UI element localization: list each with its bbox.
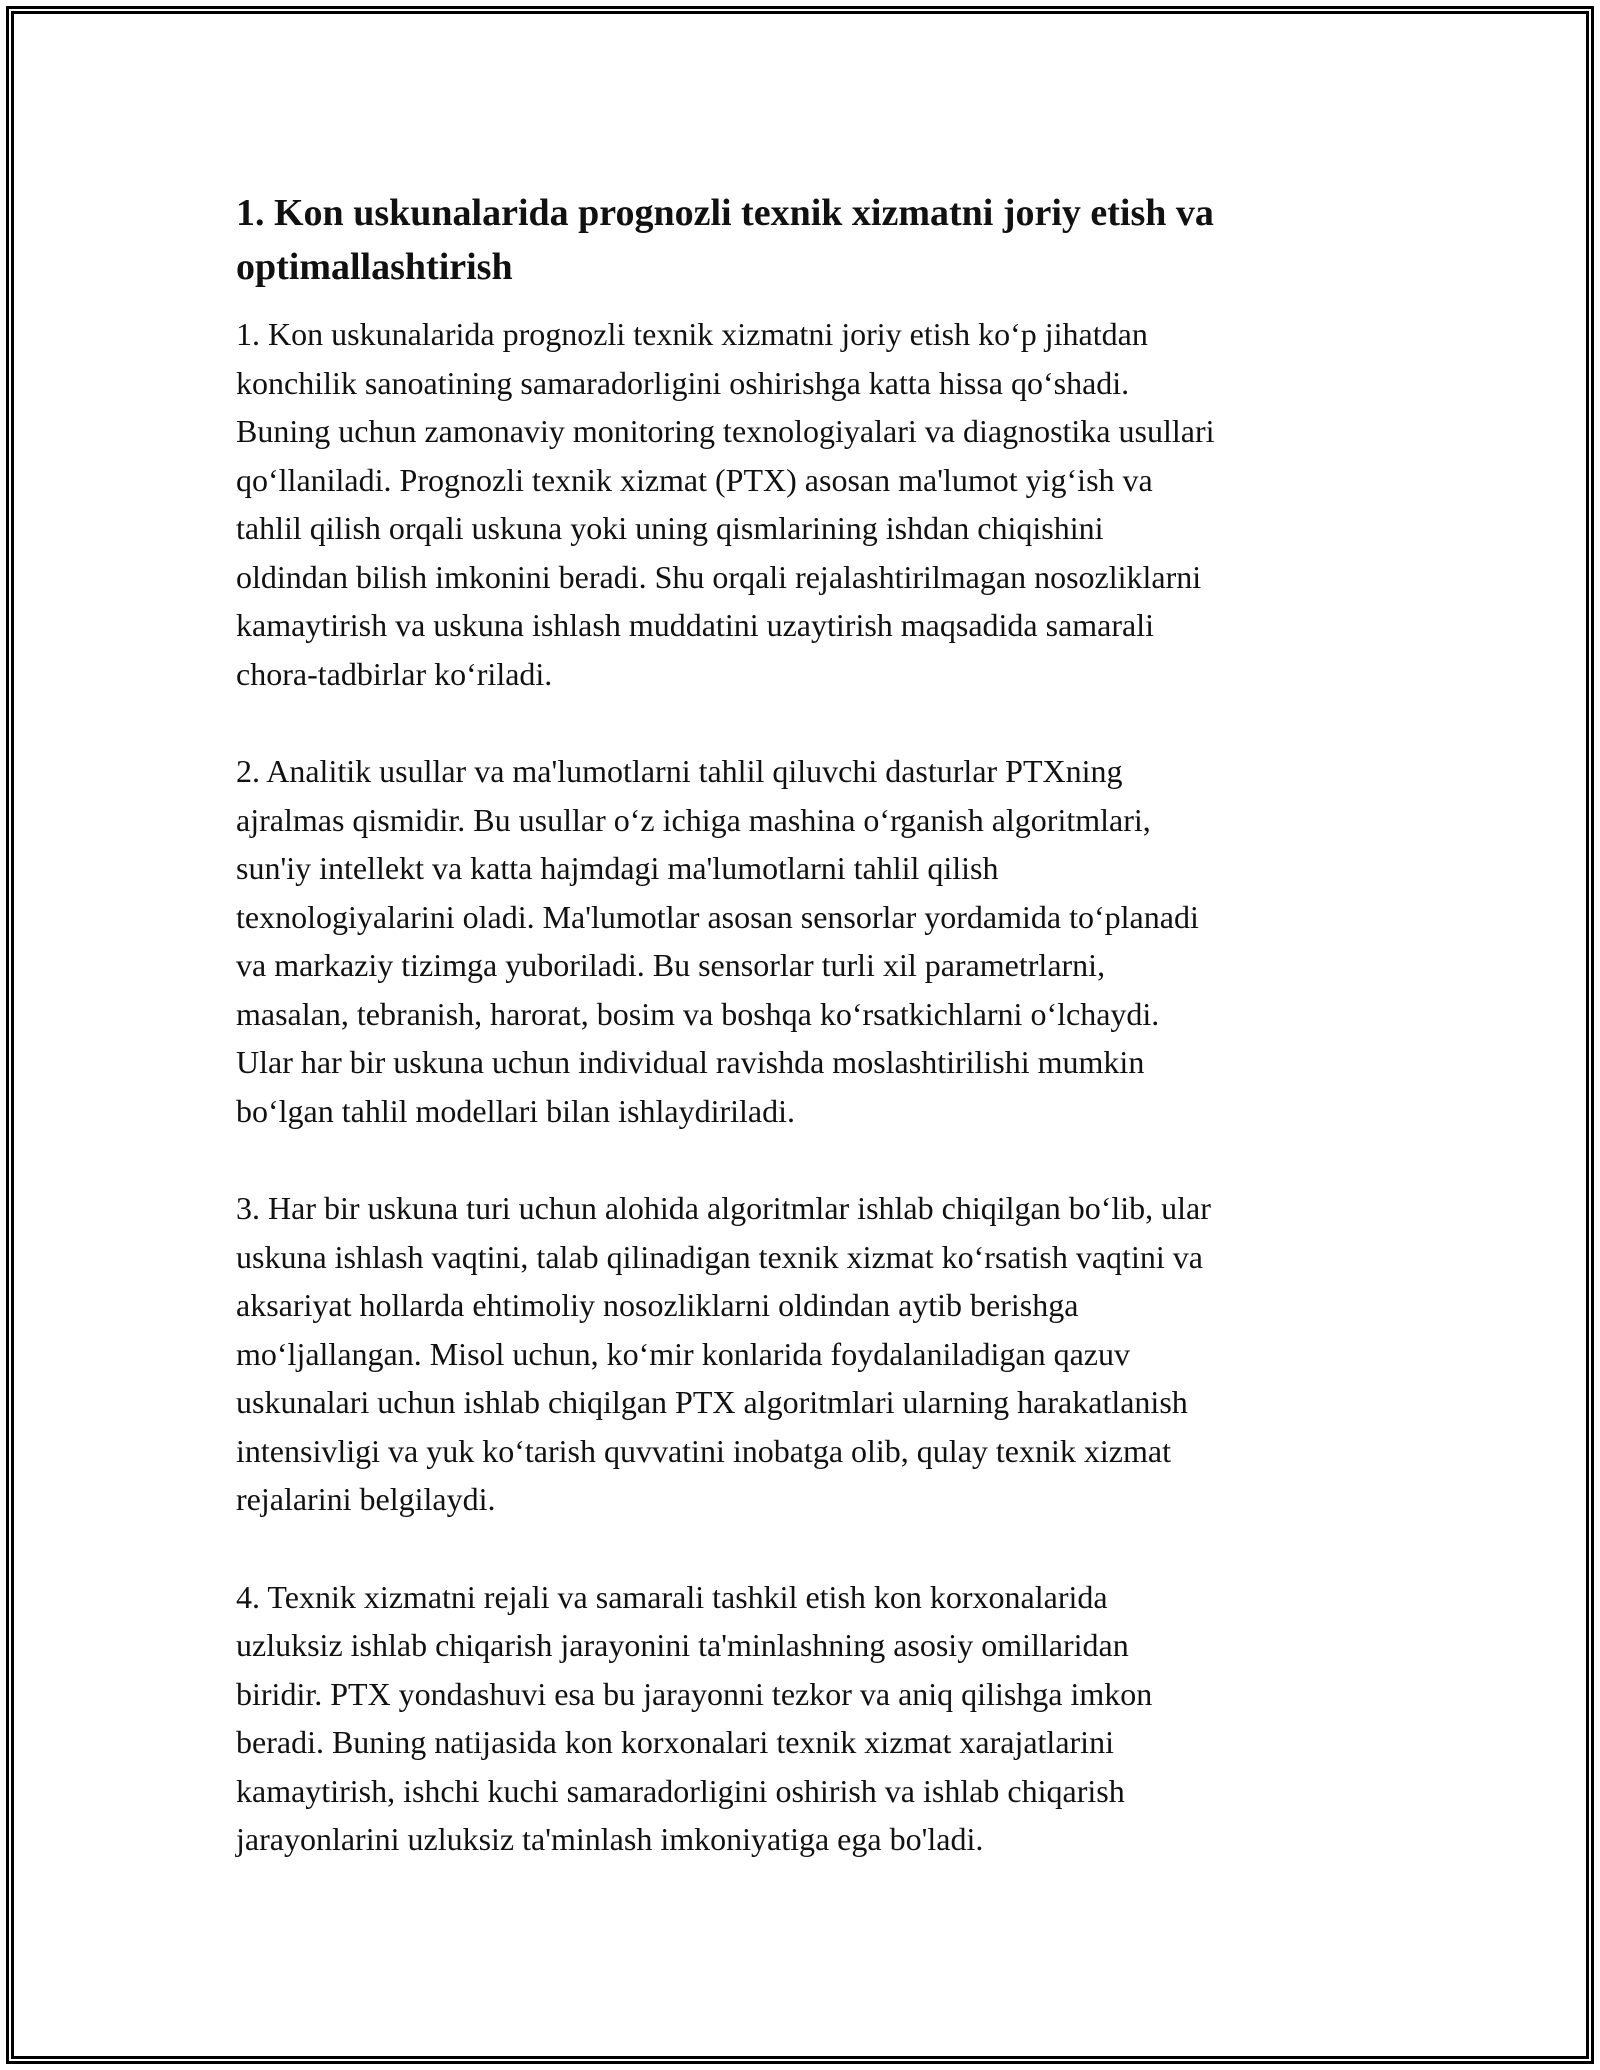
paragraph-3: 3. Har bir uskuna turi uchun alohida algoritmlar ishlab chiqilgan bo‘lib, ular uskuna ishlash vaqtini, talab qilinadigan texnik xizmat ko‘rsatish vaqtini va aksariyat hollarda ehtimoliy nosozliklarni oldindan aytib berishga mo‘ljallangan. Misol uchun, ko‘mir konlarida foydalaniladigan qazuv uskunalari uchun ishlab chiqilgan PTX algoritmlari ularning harakatlanish intensivligi va yuk ko‘tarish quvvatini inobatga olib, qulay texnik xizmat rejalarini belgilaydi.	[236, 1190, 1211, 1517]
paragraph-2: 2. Analitik usullar va ma'lumotlarni tahlil qiluvchi dasturlar PTXning ajralmas qismidir. Bu usullar o‘z ichiga mashina o‘rganish algoritmlari, sun'iy intellekt va katta hajmdagi ma'lumotlarni tahlil qilish texnologiyalarini oladi. Ma'lumotlar asosan sensorlar yordamida to‘planadi va markaziy tizimga yuboriladi. Bu sensorlar turli xil parametrlarni, masalan, tebranish, harorat, bosim va boshqa ko‘rsatkichlarni o‘lchaydi. Ular har bir uskuna uchun individual ravishda moslashtirilishi mumkin bo‘lgan tahlil modellari bilan ishlaydiriladi.	[236, 753, 1199, 1129]
paragraph-4: 4. Texnik xizmatni rejali va samarali tashkil etish kon korxonalarida uzluksiz ishlab chiqarish jarayonini ta'minlashning asosiy omillaridan biridir. PTX yondashuvi esa bu jarayonni tezkor va aniq qilishga imkon beradi. Buning natijasida kon korxonalari texnik xizmat xarajatlarini kamaytirish, ishchi kuchi samaradorligini oshirish va ishlab chiqarish jarayonlarini uzluksiz ta'minlash imkoniyatiga ega bo'ladi.	[236, 1578, 1153, 1857]
document-title: 1. Kon uskunalarida prognozli texnik xizmatni joriy etish va optimallashtirish	[236, 192, 1214, 288]
document-body	[236, 186, 1366, 1913]
paragraph-1: 1. Kon uskunalarida prognozli texnik xizmatni joriy etish ko‘p jihatdan konchilik sanoatining samaradorligini oshirishga katta hissa qo‘shadi. Buning uchun zamonaviy monitoring texnologiyalari va diagnostika usullari qo‘llaniladi. Prognozli texnik xizmat (PTX) asosan ma'lumot yig‘ish va tahlil qilish orqali uskuna yoki uning qismlarining ishdan chiqishini oldindan bilish imkonini beradi. Shu orqali rejalashtirilmagan nosozliklarni kamaytirish va uskuna ishlash muddatini uzaytirish maqsadida samarali chora-tadbirlar ko‘riladi.	[236, 316, 1215, 692]
